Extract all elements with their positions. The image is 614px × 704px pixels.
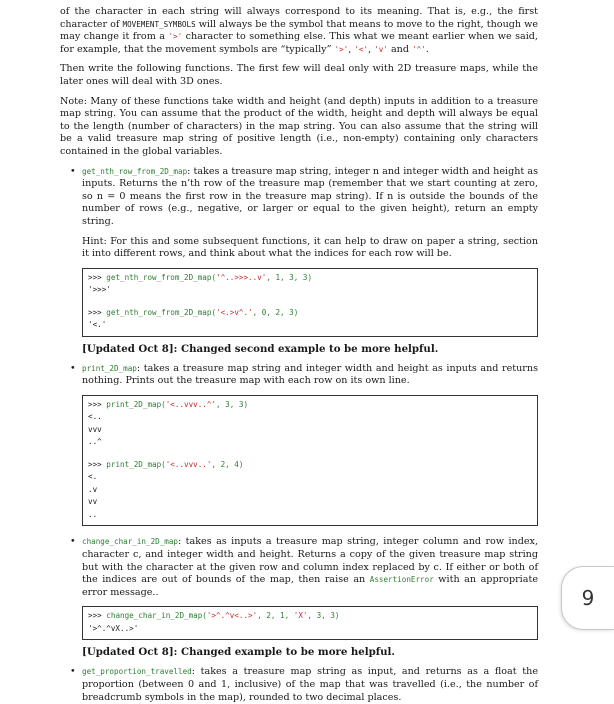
code-output: '<.': [88, 320, 107, 330]
inline-code: '<': [354, 44, 369, 54]
code-output: .v: [88, 484, 98, 494]
inline-code: '^': [412, 44, 426, 54]
paragraph-movement-symbols: of the character in each string will always correspond to its meaning. That is, e.g., the first character of MOVEMENT_SYMBOLS will always be the symbol that means to move to the right, though we may change it from a '>' character to something else. This what we meant earlier when we said, for example, that the movement symbols are “typically” '>', '<', 'v' and '^'.: [60, 6, 539, 55]
list-item-get-nth-row: [60, 166, 538, 229]
code-output: '>^.^vX..>': [88, 623, 139, 633]
list-item-proportion-travelled: [60, 666, 538, 704]
update-note: [Updated Oct 8]: Changed second example to be more helpful.: [82, 342, 439, 355]
hint-paragraph: Hint: For this and some subsequent functions, it can help to draw on paper a string, section it into different rows, and think about what the indices for each row will be.: [82, 235, 538, 260]
code-output: <.: [88, 472, 98, 482]
function-name: change_char_in_2D_map: [82, 537, 179, 547]
inline-code: MOVEMENT_SYMBOLS: [122, 19, 196, 29]
list-item-change-char: • change_char_in_2D_map: takes as inputs a treasure map string, integer column and row index, character c, and integer width and height. Returns a copy of the given treasure map string but with the character at the given row and column index replaced by c. If either or both of the indices are out of bounds of the map, then raise an AssertionError with an appropriate error message..: [70, 536, 538, 598]
code-output: vvv: [88, 424, 102, 434]
code-example-box: >>> print_2D_map('<..vvv..^', 3, 3) <.. vvv ..^ >>> print_2D_map('<..vvv..', 2, 4) <. .v vv ..: [82, 395, 538, 527]
list-item-print-2d-map: [60, 363, 538, 388]
inline-code: 'v': [374, 44, 388, 54]
code-example-box: >>> change_char_in_2D_map('>^.^v<..>', 2, 1, 'X', 3, 3) '>^.^vX..>': [82, 606, 538, 640]
inline-code: '>': [168, 32, 183, 42]
bullet: •: [70, 536, 76, 548]
page-number: 9: [581, 586, 595, 610]
paragraph-note: Note: Many of these functions take width and height (and depth) inputs in addition to a treasure map string. You can assume that the product of the width, height and depth will always be equal to the length (number of characters) in the map string. You can also assume that the string will be a valid treasure map string of positive length (i.e., non-empty) containing only characters contained in the global variables.: [60, 95, 538, 157]
function-description: : takes a treasure map string as input, and returns as a float the proportion (between 0 and 1, inclusive) of the map that was travelled (i.e., the number of breadcrumb symbols in the map), rounded to two decimal places.: [82, 666, 538, 703]
text-column: [60, 6, 538, 704]
inline-code: '>': [334, 44, 349, 54]
page-number-tab[interactable]: [561, 566, 614, 630]
code-output: ..^: [88, 437, 102, 447]
function-description: : takes a treasure map string, integer n and integer width and height as inputs. Returns the n’th row of the treasure map (remember that we start counting at zero, so n = 0 means the first row in the treasure map string). If n is outside the bounds of the number of rows (e.g., negative, or larger or equal to the given height), return an empty string.: [82, 165, 538, 227]
code-example-box: >>> get_nth_row_from_2D_map('^..>>>..v', 1, 3, 3) '>>>' >>> get_nth_row_from_2D_map('<.>v^.', 0, 2, 3) '<.': [82, 268, 538, 337]
code-output: <..: [88, 412, 102, 422]
bullet: •: [70, 666, 76, 678]
update-note: [Updated Oct 8]: Changed example to be more helpful.: [82, 646, 395, 659]
function-name: print_2D_map: [82, 363, 137, 373]
bullet: •: [70, 165, 76, 177]
function-description: : takes a treasure map string and integer width and height as inputs and returns nothing. Prints out the treasure map with each row on its own line.: [82, 362, 538, 387]
function-name: get_proportion_travelled: [82, 667, 192, 677]
function-name: get_nth_row_from_2D_map: [82, 166, 188, 176]
code-output: '>>>': [88, 285, 111, 295]
paragraph-intro: Then write the following functions. The first few will deal only with 2D treasure maps, while the later ones will deal with 3D ones.: [60, 63, 538, 87]
code-output: ..: [88, 509, 98, 519]
error-name: AssertionError: [369, 575, 434, 585]
code-output: vv: [88, 497, 98, 507]
bullet: •: [70, 362, 76, 374]
